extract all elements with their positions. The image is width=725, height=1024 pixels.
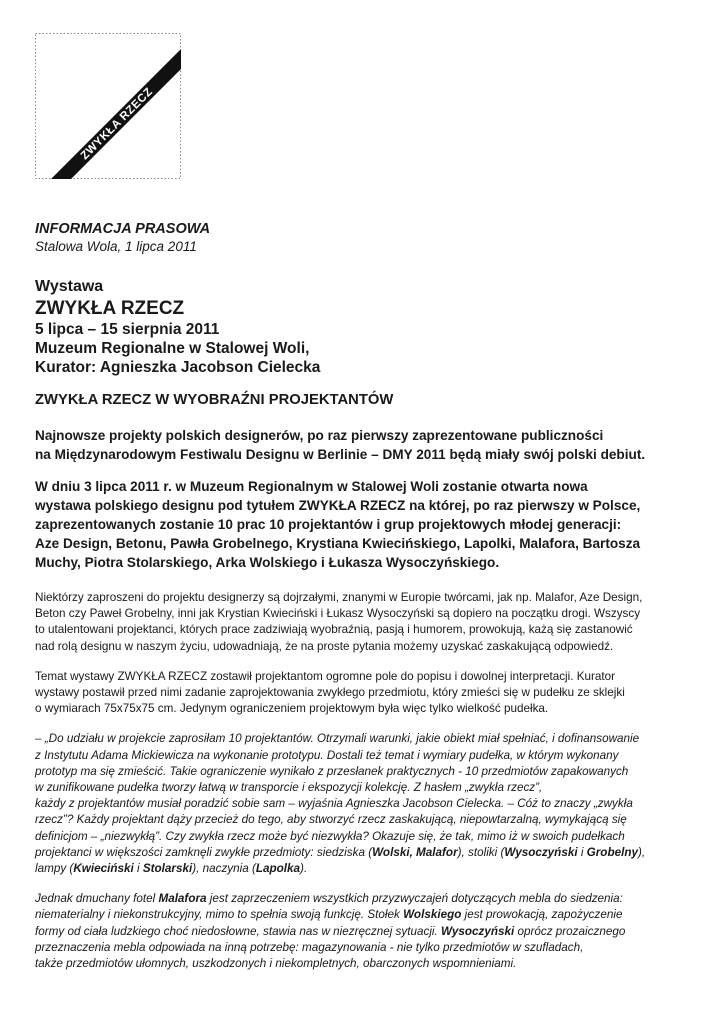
quote-line: definicjom – „niezwykłą”. Czy zwykła rzecz może być niezwykła? Okazuje się, że tak, mimo iż w swoich pudełkach xyxy=(35,829,625,843)
designer-name: Malafora xyxy=(158,892,207,906)
exhibition-title: ZWYKŁA RZECZ xyxy=(35,298,185,319)
text-run: jest prowokacją, zapożyczenie xyxy=(461,908,623,922)
designer-name: Wolski, Malafor xyxy=(372,845,458,859)
designer-name: Lapolka xyxy=(255,862,301,876)
text-run: projektanci w większości zamknęli zwykłe przedmioty: siedziska ( xyxy=(35,845,373,859)
intro-line: wystawa polskiego designu pod tytułem ZWYKŁA RZECZ na której, po raz pierwszy w Polsce, xyxy=(35,498,641,513)
body-line: o wymiarach 75x75x75 cm. Jedynym ograniczeniem projektowym była więc tylko wielkość pudełka. xyxy=(35,702,549,716)
intro-line: W dniu 3 lipca 2011 r. w Muzeum Regionalnym w Stalowej Woli zostanie otwarta nowa xyxy=(35,479,588,494)
lead-paragraph xyxy=(35,427,700,464)
press-release xyxy=(35,220,700,972)
text-run: niematerialny i niekonstrukcyjny, mimo to spełnia swoją funkcję. Stołek xyxy=(35,908,404,922)
text-run: oprócz prozaicznego xyxy=(514,924,626,938)
body-line: Temat wystawy ZWYKŁA RZECZ zostawił projektantom ogromne pole do popisu i dowolnej interpretacji. Kurator xyxy=(35,669,616,683)
quote-line: – „Do udziału w projekcie zaprosiłam 10 projektantów. Otrzymali warunki, jakie obiekt miał spełniać, i dofinansowanie xyxy=(35,732,640,746)
designer-name: Wysoczyński xyxy=(504,845,578,859)
quote-line: w zunifikowane pudełka tworzy łatwą w transporcie i ekspozycji kolekcję. Z hasłem „zwykła rzecz”, xyxy=(35,781,543,795)
lead-line: Najnowsze projekty polskich designerów, po raz pierwszy zaprezentowane publiczności xyxy=(35,428,604,443)
body-line: Beton czy Paweł Grobelny, inni jak Krystian Kwieciński i Łukasz Wysoczyński są dopiero na początku drogi. Wszyscy xyxy=(35,607,641,621)
designer-name: Kwieciński xyxy=(73,862,134,876)
intro-line: zaprezentowanych zostanie 10 prac 10 projektantów i grup projektowych młodej generacji: xyxy=(35,517,622,532)
body-line: Niektórzy zaproszeni do projektu designerzy są dojrzałymi, znanymi w Europie twórcami, jak np. Malafor, Aze Design, xyxy=(35,591,643,604)
designer-name: Stolarski xyxy=(142,862,193,876)
text-run: i xyxy=(577,845,587,859)
press-label: INFORMACJA PRASOWA xyxy=(35,221,211,237)
text-run: Jednak dmuchany fotel xyxy=(35,892,159,906)
curator-quote xyxy=(35,731,700,877)
quote-line xyxy=(35,861,700,877)
lead-line: na Międzynarodowym Festiwalu Designu w Berlinie – DMY 2011 będą miały swój polski debiut. xyxy=(35,446,646,462)
designer-name: Wysoczyński xyxy=(441,924,515,938)
text-run: jest zaprzeczeniem wszystkich przyzwyczajeń dotyczących mebla do siedzenia: xyxy=(206,892,623,906)
text-run: ). xyxy=(300,862,308,876)
text-run: ), naczynia ( xyxy=(192,862,256,876)
zwykla-rzecz-logo xyxy=(35,33,181,179)
body-paragraph-designers xyxy=(35,590,700,655)
body-line: to utalentowani projektanci, których prace zadziwiają wyobraźnią, pasją i humorem, prowokują, każą się zastanowić xyxy=(35,623,633,637)
body-paragraph-theme xyxy=(35,669,700,718)
designer-name: Wolskiego xyxy=(403,908,462,922)
place-date: Stalowa Wola, 1 lipca 2011 xyxy=(35,239,197,254)
exhibition-venue: Muzeum Regionalne w Stalowej Woli, xyxy=(35,340,310,357)
text-run: lampy ( xyxy=(35,862,74,876)
exhibition-curator: Kurator: Agnieszka Jacobson Cielecka xyxy=(35,359,321,376)
headline: ZWYKŁA RZECZ W WYOBRAŹNI PROJEKTANTÓW xyxy=(35,392,394,408)
intro-line: Muchy, Piotra Stolarskiego, Arka Wolskiego i Łukasza Wysoczyńskiego. xyxy=(35,555,500,570)
logo-text: ZWYKŁA RZECZ xyxy=(78,85,156,163)
exhibition-label: Wystawa xyxy=(35,278,104,295)
body-line xyxy=(35,924,700,940)
quote-line: każdy z projektantów musiał poradzić sobie sam – wyjaśnia Agnieszka Jacobson Cielecka. – Cóż to znaczy „zwykła xyxy=(35,797,633,811)
body-line: wystawy postawił przed nimi zadanie zaprojektowania zwykłego przedmiotu, który zmieści się w pudełku ze sklejki xyxy=(35,686,625,700)
text-run: formy od ciała ludzkiego choć niedosłowne, stawia nas w niezręcznej sytuacji. xyxy=(35,924,442,938)
quote-line: prototyp ma się zmieścić. Takie ograniczenie wynikało z przesłanek praktycznych - 10 przedmiotów zapakowanych xyxy=(35,764,629,778)
text-run: i xyxy=(133,862,143,876)
quote-line xyxy=(35,845,700,861)
body-line xyxy=(35,907,700,923)
quote-line: z Instytutu Adama Mickiewicza na wykonanie prototypu. Dostali też temat i wymiary pudełka, w którym wykonany xyxy=(35,748,619,762)
intro-line: Aze Design, Betonu, Pawła Grobelnego, Krystiana Kwiecińskiego, Lapolki, Malafora, Bartosza xyxy=(35,536,641,551)
body-line xyxy=(35,891,700,907)
text-run: ), stoliki ( xyxy=(457,845,505,859)
exhibition-dates: 5 lipca – 15 sierpnia 2011 xyxy=(35,321,220,338)
body-paragraph-objects xyxy=(35,891,700,972)
body-line: także przedmiotów ułomnych, uszkodzonych i niekompletnych, obarczonych wspomnieniami. xyxy=(35,957,517,971)
intro-paragraph xyxy=(35,477,700,572)
designer-name: Grobelny xyxy=(586,845,638,859)
body-line: przeznaczenia mebla odpowiada na inną potrzebę: magazynowania - nie tylko przedmiotów w szufladach, xyxy=(35,940,584,954)
quote-line: rzecz”? Każdy projektant dąży przecież do tego, aby stworzyć rzecz zaskakującą, niepowtarzalną, wymykającą się xyxy=(35,813,627,827)
body-line: nad rolą designu w naszym życiu, udowadniają, że na proste pytania możemy uzyskać zaskakującą odpowiedź. xyxy=(35,639,614,653)
text-run: ), xyxy=(637,845,646,859)
